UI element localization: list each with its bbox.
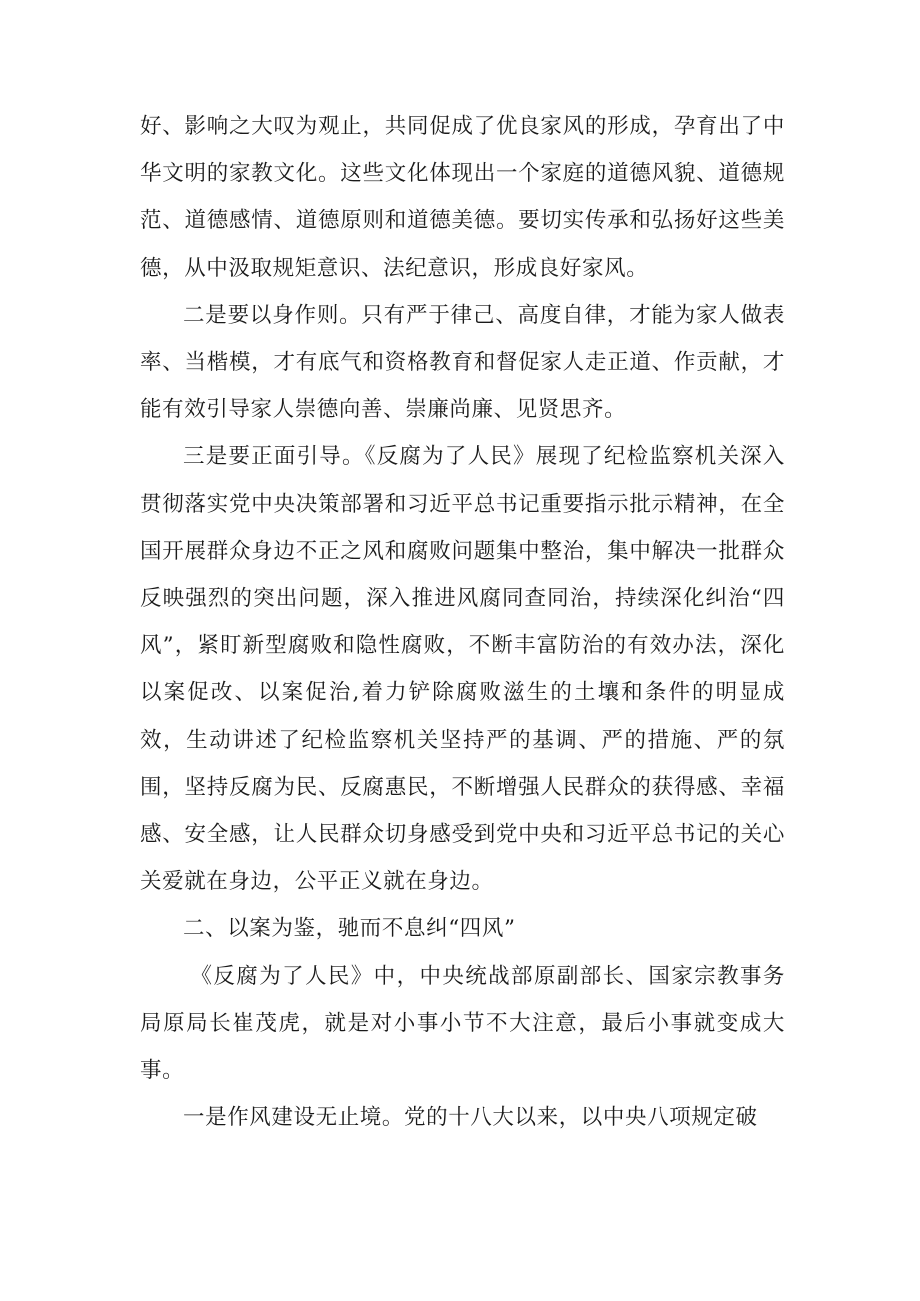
paragraph-work-style: 一是作风建设无止境。党的十八大以来，以中央八项规定破 — [183, 1105, 758, 1131]
paragraph-family-culture: 好、影响之大叹为观止，共同促成了优良家风的形成，孕育出了中华文明的家教文化。这些文化体现出一个家庭的道德风貌、道德规范、道德感情、道德原则和道德美德。要切实传承和弘扬好这些美德，从中汲取规矩意识、法纪意识，形成良好家风。 — [140, 114, 785, 281]
document-body — [140, 103, 785, 1141]
paragraph-lead-by-example: 二是要以身作则。只有严于律己、高度自律，才能为家人做表率、当楷模，才有底气和资格教育和督促家人走正道、作贡献，才能有效引导家人崇德向善、崇廉尚廉、见贤思齐。 — [140, 302, 785, 423]
paragraph-case-example: 《反腐为了人民》中，中央统战部原副部长、国家宗教事务局原局长崔茂虎，就是对小事小节不大注意，最后小事就变成大事。 — [140, 963, 785, 1084]
section-heading-lessons: 二、以案为鉴，驰而不息纠“四风” — [183, 916, 516, 942]
paragraph-positive-guidance: 三是要正面引导。《反腐为了人民》展现了纪检监察机关深入贯彻落实党中央决策部署和习近平总书记重要指示批示精神，在全国开展群众身边不正之风和腐败问题集中整治，集中解决一批群众反映强烈的突出问题，深入推进风腐同查同治，持续深化纠治“四风”，紧盯新型腐败和隐性腐败，不断丰富防治的有效办法，深化以案促改、以案促治,着力铲除腐败滋生的土壤和条件的明显成效，生动讲述了纪检监察机关坚持严的基调、严的措施、严的氛围，坚持反腐为民、反腐惠民，不断增强人民群众的获得感、幸福感、安全感，让人民群众切身感受到党中央和习近平总书记的关心关爱就在身边，公平正义就在身边。 — [140, 444, 785, 895]
